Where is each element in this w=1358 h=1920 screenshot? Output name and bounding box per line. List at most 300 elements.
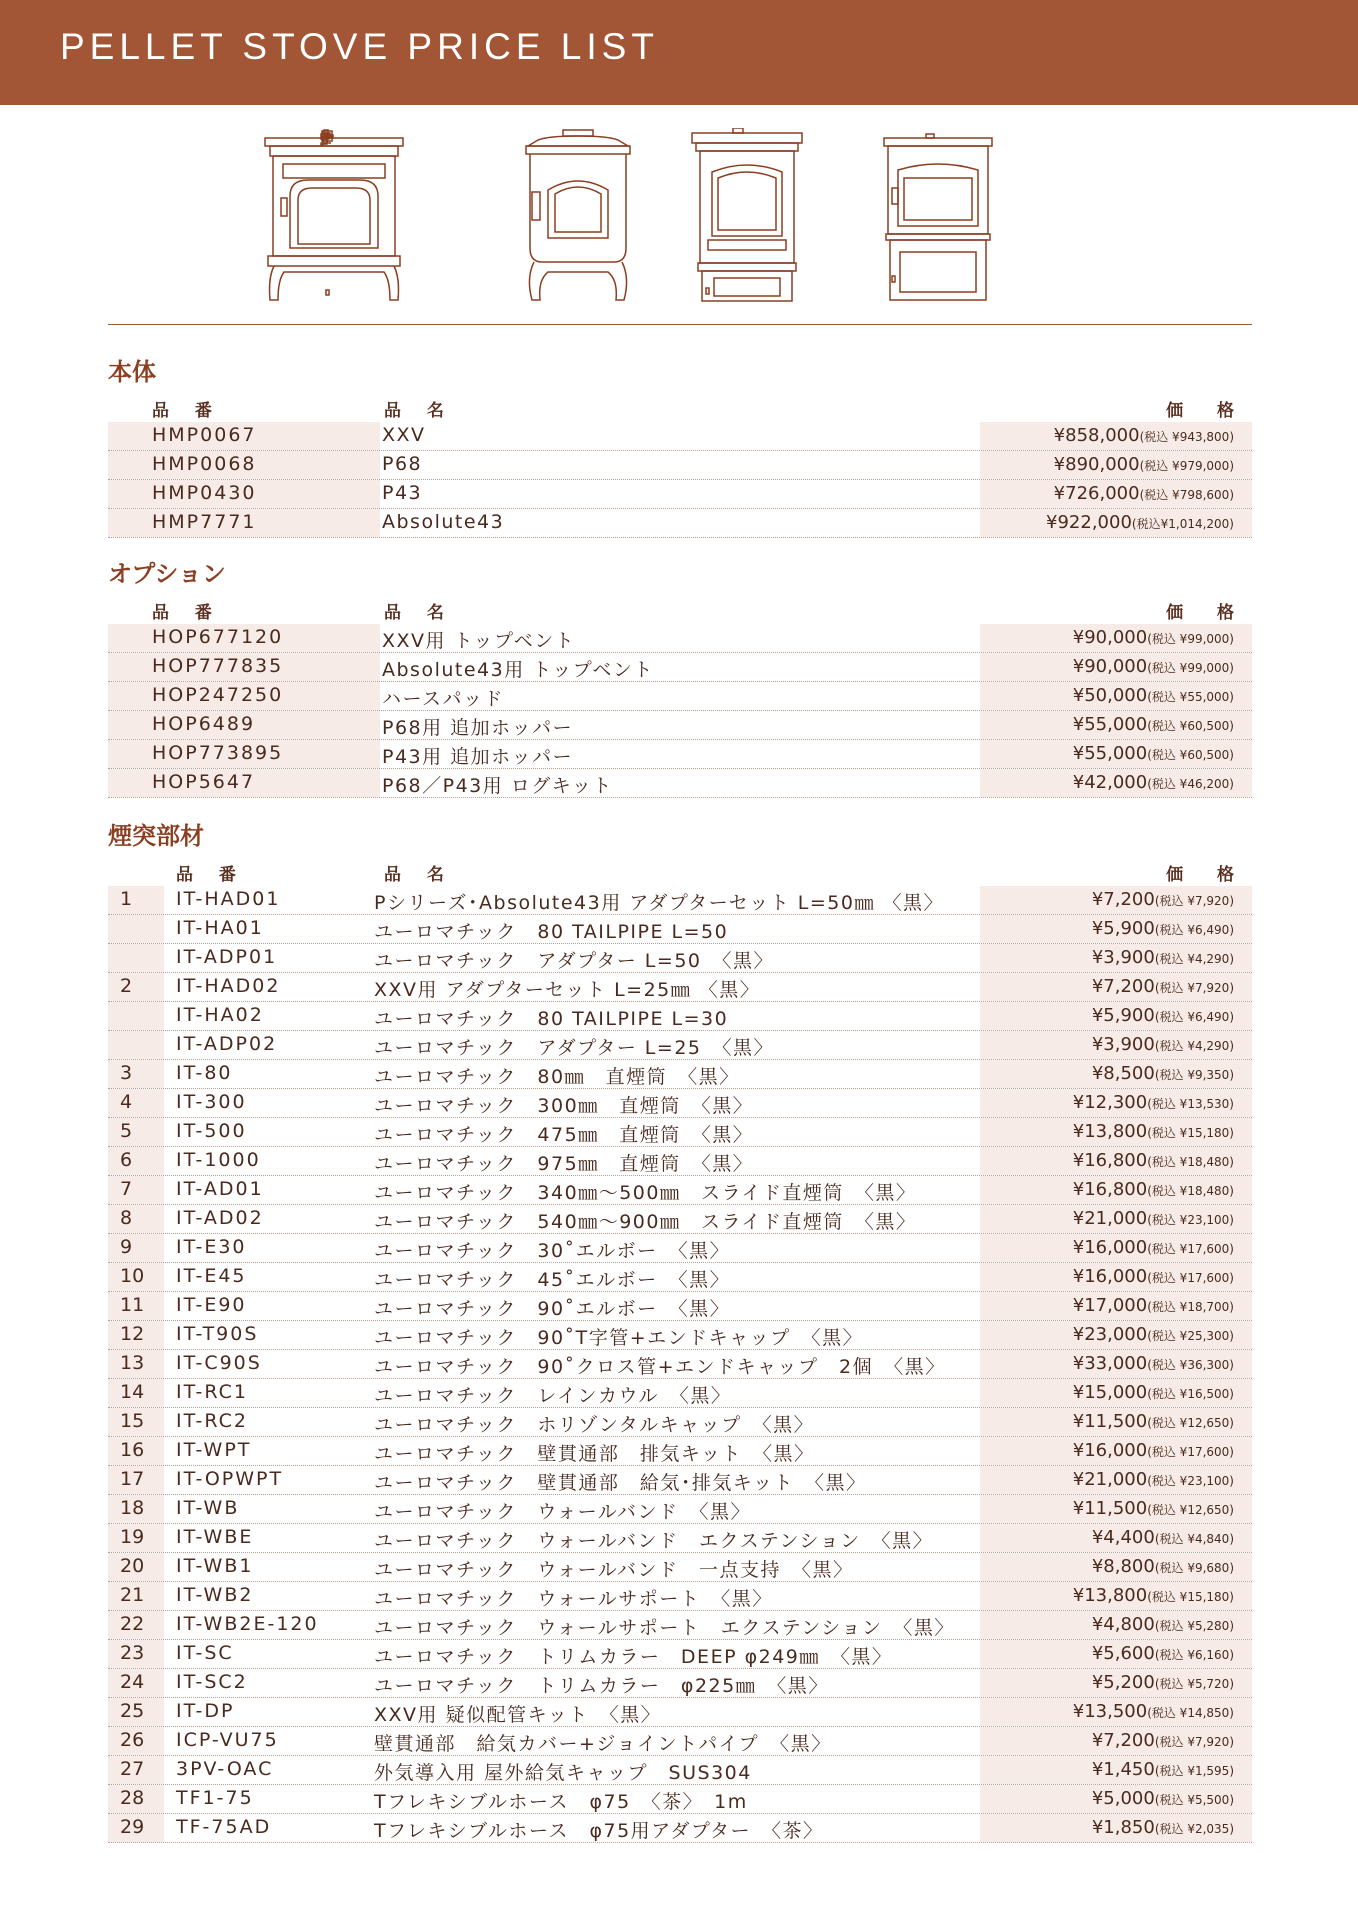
product-price [1073, 714, 1234, 735]
table-row [108, 1002, 1252, 1031]
price-tax-included: (税込¥1,014,200) [1131, 517, 1234, 531]
product-price [1073, 1585, 1234, 1606]
table-row [108, 1263, 1252, 1292]
product-price [1073, 627, 1234, 648]
product-code: IT-AD01 [176, 1178, 264, 1200]
price-tax-included: (税込 ¥4,290) [1154, 952, 1234, 966]
product-price [1073, 1353, 1234, 1374]
product-code: IT-WB [176, 1497, 240, 1519]
row-number: 22 [120, 1613, 145, 1635]
product-price [1092, 1063, 1234, 1084]
product-name: ユーロマチック ホリゾンタルキャップ 〈黒〉 [374, 1414, 815, 1436]
product-name: ユーロマチック レインカウル 〈黒〉 [374, 1385, 732, 1407]
chimney-part-rows [108, 886, 1252, 1843]
price-tax-included: (税込 ¥4,840) [1154, 1532, 1234, 1546]
product-name: 外気導入用 屋外給気キャップ SUS304 [374, 1762, 752, 1784]
price-value: ¥11,500 [1072, 1411, 1148, 1432]
product-code: HMP0430 [152, 482, 257, 504]
price-tax-included: (税込 ¥99,000) [1147, 661, 1234, 675]
row-code-background [108, 1176, 164, 1204]
row-number: 24 [120, 1671, 145, 1693]
row-number: 17 [120, 1468, 145, 1490]
product-name: ユーロマチック ウォールバンド 〈黒〉 [374, 1501, 751, 1523]
product-name: ハースパッド [382, 688, 505, 710]
product-name: Absolute43用 トップベント [382, 659, 654, 681]
product-name: ユーロマチック 90˚エルボー 〈黒〉 [374, 1298, 731, 1320]
price-value: ¥12,300 [1072, 1092, 1148, 1113]
price-value: ¥17,000 [1072, 1295, 1148, 1316]
price-value: ¥55,000 [1072, 743, 1148, 764]
section-main-body [108, 352, 1252, 542]
row-code-background [108, 1118, 164, 1146]
price-tax-included: (税込 ¥55,000) [1147, 690, 1234, 704]
product-price [1046, 512, 1234, 533]
price-tax-included: (税込 ¥23,100) [1147, 1213, 1234, 1227]
price-tax-included: (税込 ¥979,000) [1139, 459, 1234, 473]
row-code-background [108, 944, 164, 972]
price-value: ¥4,400 [1091, 1527, 1155, 1548]
product-price [1092, 1034, 1234, 1055]
price-tax-included: (税込 ¥7,920) [1154, 1735, 1234, 1749]
product-name: ユーロマチック 975㎜ 直煙筒 〈黒〉 [374, 1153, 754, 1175]
price-tax-included: (税込 ¥23,100) [1147, 1474, 1234, 1488]
table-row [108, 1466, 1252, 1495]
row-number: 2 [120, 975, 133, 997]
product-price [1092, 1556, 1234, 1577]
row-number: 4 [120, 1091, 133, 1113]
table-row [108, 1524, 1252, 1553]
product-price [1073, 1498, 1234, 1519]
product-code: IT-WPT [176, 1439, 252, 1461]
product-code: 3PV-OAC [176, 1758, 274, 1780]
product-name: ユーロマチック 30˚エルボー 〈黒〉 [374, 1240, 731, 1262]
price-tax-included: (税込 ¥5,500) [1154, 1793, 1234, 1807]
product-code: IT-SC2 [176, 1671, 248, 1693]
price-tax-included: (税込 ¥6,490) [1154, 1010, 1234, 1024]
product-price [1073, 1237, 1234, 1258]
column-code: 品 番 [152, 603, 222, 623]
product-name: ユーロマチック 80㎜ 直煙筒 〈黒〉 [374, 1066, 740, 1088]
product-price [1092, 1730, 1234, 1751]
table-row [108, 1495, 1252, 1524]
table-row [108, 1437, 1252, 1466]
product-code: IT-E30 [176, 1236, 247, 1258]
price-tax-included: (税込 ¥12,650) [1147, 1503, 1234, 1517]
row-code-background [108, 973, 164, 1001]
table-row [108, 1582, 1252, 1611]
product-code: IT-1000 [176, 1149, 261, 1171]
product-price [1092, 1788, 1234, 1809]
row-number: 23 [120, 1642, 145, 1664]
page-title: PELLET STOVE PRICE LIST [60, 26, 659, 67]
product-rows [108, 422, 1252, 538]
product-code: HOP5647 [152, 771, 256, 793]
section-title: オプション [108, 560, 226, 588]
price-value: ¥90,000 [1072, 656, 1148, 677]
table-row [108, 1089, 1252, 1118]
row-number: 29 [120, 1816, 145, 1838]
price-value: ¥50,000 [1072, 685, 1148, 706]
price-value: ¥90,000 [1072, 627, 1148, 648]
price-tax-included: (税込 ¥798,600) [1139, 488, 1234, 502]
product-name: P68／P43用 ログキット [382, 775, 613, 797]
product-code: IT-RC1 [176, 1381, 248, 1403]
column-name: 品 名 [384, 603, 454, 623]
price-value: ¥3,900 [1091, 1034, 1155, 1055]
table-row [108, 624, 1252, 653]
table-row [108, 1727, 1252, 1756]
product-price [1092, 1817, 1234, 1838]
price-value: ¥13,500 [1072, 1701, 1148, 1722]
row-code-background [108, 1089, 164, 1117]
product-code: IT-DP [176, 1700, 235, 1722]
column-code: 品 番 [152, 401, 222, 421]
product-price [1073, 772, 1234, 793]
product-name: ユーロマチック 45˚エルボー 〈黒〉 [374, 1269, 731, 1291]
price-value: ¥726,000 [1053, 483, 1140, 504]
price-tax-included: (税込 ¥17,600) [1147, 1271, 1234, 1285]
product-name: XXV用 トップベント [382, 630, 576, 652]
row-number: 13 [120, 1352, 145, 1374]
product-price [1073, 1295, 1234, 1316]
product-code: HOP6489 [152, 713, 256, 735]
table-row [108, 1205, 1252, 1234]
table-row [108, 1553, 1252, 1582]
table-row [108, 769, 1252, 798]
table-row [108, 1031, 1252, 1060]
product-price [1073, 1266, 1234, 1287]
row-number: 26 [120, 1729, 145, 1751]
product-price [1073, 1092, 1234, 1113]
row-number: 1 [120, 888, 133, 910]
table-row [108, 973, 1252, 1002]
row-number: 16 [120, 1439, 145, 1461]
product-price [1073, 1121, 1234, 1142]
price-tax-included: (税込 ¥18,480) [1147, 1155, 1234, 1169]
price-value: ¥13,800 [1072, 1121, 1148, 1142]
section-title: 本体 [108, 358, 156, 386]
product-name: Tフレキシブルホース φ75用アダプター 〈茶〉 [374, 1820, 824, 1842]
row-number: 11 [120, 1294, 145, 1316]
product-code: IT-ADP01 [176, 946, 278, 968]
column-name: 品 名 [384, 401, 454, 421]
product-code: IT-ADP02 [176, 1033, 278, 1055]
price-tax-included: (税込 ¥99,000) [1147, 632, 1234, 646]
product-name: ユーロマチック 475㎜ 直煙筒 〈黒〉 [374, 1124, 754, 1146]
product-price [1073, 656, 1234, 677]
row-number: 15 [120, 1410, 145, 1432]
price-value: ¥16,800 [1072, 1150, 1148, 1171]
table-row [108, 653, 1252, 682]
price-value: ¥5,900 [1091, 1005, 1155, 1026]
product-price [1073, 1701, 1234, 1722]
product-price [1092, 889, 1234, 910]
product-code: HMP7771 [152, 511, 257, 533]
product-price [1073, 1150, 1234, 1171]
product-code: IT-C90S [176, 1352, 262, 1374]
product-name: ユーロマチック ウォールサポート 〈黒〉 [374, 1588, 773, 1610]
price-value: ¥11,500 [1072, 1498, 1148, 1519]
table-row [108, 1611, 1252, 1640]
row-number: 20 [120, 1555, 145, 1577]
product-name: P43用 追加ホッパー [382, 746, 574, 768]
product-name: XXV [382, 424, 426, 446]
product-price [1073, 1440, 1234, 1461]
price-tax-included: (税込 ¥1,595) [1154, 1764, 1234, 1778]
table-row [108, 1350, 1252, 1379]
price-tax-included: (税込 ¥25,300) [1147, 1329, 1234, 1343]
price-tax-included: (税込 ¥17,600) [1147, 1242, 1234, 1256]
price-tax-included: (税込 ¥16,500) [1147, 1387, 1234, 1401]
price-tax-included: (税込 ¥60,500) [1147, 719, 1234, 733]
stove-illustrations [108, 128, 1252, 328]
price-value: ¥890,000 [1053, 454, 1140, 475]
product-name: ユーロマチック 壁貫通部 排気キット 〈黒〉 [374, 1443, 815, 1465]
price-value: ¥55,000 [1072, 714, 1148, 735]
product-price [1092, 1643, 1234, 1664]
product-price [1073, 1469, 1234, 1490]
row-code-background [108, 915, 164, 943]
price-tax-included: (税込 ¥15,180) [1147, 1126, 1234, 1140]
table-row [108, 1176, 1252, 1205]
price-tax-included: (税込 ¥5,720) [1154, 1677, 1234, 1691]
product-name: P68用 追加ホッパー [382, 717, 574, 739]
product-name: XXV用 アダプターセット L=25㎜ 〈黒〉 [374, 979, 761, 1001]
product-price [1073, 1382, 1234, 1403]
table-row [108, 682, 1252, 711]
row-number: 5 [120, 1120, 133, 1142]
row-number: 14 [120, 1381, 145, 1403]
price-tax-included: (税込 ¥17,600) [1147, 1445, 1234, 1459]
row-number: 27 [120, 1758, 145, 1780]
row-number: 7 [120, 1178, 133, 1200]
price-value: ¥5,000 [1091, 1788, 1155, 1809]
table-row [108, 740, 1252, 769]
table-row [108, 1118, 1252, 1147]
price-value: ¥16,000 [1072, 1266, 1148, 1287]
price-tax-included: (税込 ¥36,300) [1147, 1358, 1234, 1372]
price-value: ¥1,450 [1091, 1759, 1155, 1780]
product-code: IT-500 [176, 1120, 247, 1142]
price-tax-included: (税込 ¥2,035) [1154, 1822, 1234, 1836]
price-value: ¥21,000 [1072, 1469, 1148, 1490]
table-row [108, 1060, 1252, 1089]
product-name: ユーロマチック 80 TAILPIPE L=50 [374, 921, 729, 943]
product-name: 壁貫通部 給気カバー+ジョイントパイプ 〈黒〉 [374, 1733, 832, 1755]
price-value: ¥4,800 [1091, 1614, 1155, 1635]
product-name: ユーロマチック 壁貫通部 給気･排気キット 〈黒〉 [374, 1472, 867, 1494]
price-value: ¥16,800 [1072, 1179, 1148, 1200]
price-value: ¥8,500 [1091, 1063, 1155, 1084]
table-row [108, 422, 1252, 451]
product-name: ユーロマチック ウォールサポート エクステンション 〈黒〉 [374, 1617, 955, 1639]
product-code: IT-SC [176, 1642, 234, 1664]
product-code: HOP247250 [152, 684, 284, 706]
table-row [108, 1321, 1252, 1350]
product-code: IT-HAD02 [176, 975, 281, 997]
product-name: ユーロマチック アダプター L=25 〈黒〉 [374, 1037, 774, 1059]
product-price [1073, 1324, 1234, 1345]
product-name: Pシリーズ･Absolute43用 アダプターセット L=50㎜ 〈黒〉 [374, 892, 944, 914]
price-tax-included: (税込 ¥9,680) [1154, 1561, 1234, 1575]
product-code: HOP773895 [152, 742, 284, 764]
section-options [108, 554, 1252, 804]
product-price [1092, 947, 1234, 968]
price-tax-included: (税込 ¥18,480) [1147, 1184, 1234, 1198]
price-value: ¥1,850 [1091, 1817, 1155, 1838]
price-value: ¥33,000 [1072, 1353, 1148, 1374]
product-code: HOP777835 [152, 655, 284, 677]
product-price [1073, 685, 1234, 706]
product-code: IT-300 [176, 1091, 247, 1113]
row-number: 8 [120, 1207, 133, 1229]
page-header [0, 0, 1358, 105]
product-name: Tフレキシブルホース φ75 〈茶〉 1m [374, 1791, 748, 1813]
product-name: ユーロマチック 300㎜ 直煙筒 〈黒〉 [374, 1095, 754, 1117]
product-code: IT-WBE [176, 1526, 254, 1548]
table-row [108, 1698, 1252, 1727]
table-row [108, 1379, 1252, 1408]
table-row [108, 509, 1252, 538]
row-number: 21 [120, 1584, 145, 1606]
column-code: 品 番 [176, 865, 246, 885]
row-code-background [108, 1205, 164, 1233]
price-value: ¥16,000 [1072, 1440, 1148, 1461]
product-name: ユーロマチック ウォールバンド 一点支持 〈黒〉 [374, 1559, 854, 1581]
product-code: IT-WB1 [176, 1555, 254, 1577]
product-price [1092, 1759, 1234, 1780]
price-value: ¥922,000 [1046, 512, 1132, 533]
product-code: TF1-75 [176, 1787, 254, 1809]
price-value: ¥42,000 [1072, 772, 1148, 793]
product-price [1073, 1208, 1234, 1229]
row-code-background [108, 1002, 164, 1030]
product-code: HMP0067 [152, 424, 257, 446]
product-name: ユーロマチック 340㎜～500㎜ スライド直煙筒 〈黒〉 [374, 1182, 917, 1204]
price-tax-included: (税込 ¥60,500) [1147, 748, 1234, 762]
price-value: ¥5,200 [1091, 1672, 1155, 1693]
product-code: IT-OPWPT [176, 1468, 284, 1490]
product-name: P43 [382, 482, 423, 504]
row-number: 18 [120, 1497, 145, 1519]
product-name: ユーロマチック 90˚T字管+エンドキャップ 〈黒〉 [374, 1327, 864, 1349]
product-price [1073, 1179, 1234, 1200]
product-price [1092, 1672, 1234, 1693]
product-price [1073, 743, 1234, 764]
product-name: ユーロマチック 90˚クロス管+エンドキャップ 2個 〈黒〉 [374, 1356, 946, 1378]
product-code: IT-HA02 [176, 1004, 264, 1026]
table-row [108, 915, 1252, 944]
price-tax-included: (税込 ¥15,180) [1147, 1590, 1234, 1604]
row-number: 6 [120, 1149, 133, 1171]
product-name: ユーロマチック トリムカラー φ225㎜ 〈黒〉 [374, 1675, 829, 1697]
product-code: IT-E90 [176, 1294, 247, 1316]
price-tax-included: (税込 ¥6,490) [1154, 923, 1234, 937]
product-code: IT-RC2 [176, 1410, 248, 1432]
stove-line-drawings [108, 128, 1252, 328]
price-value: ¥23,000 [1072, 1324, 1148, 1345]
price-value: ¥13,800 [1072, 1585, 1148, 1606]
row-number: 10 [120, 1265, 145, 1287]
row-number: 19 [120, 1526, 145, 1548]
product-price [1054, 425, 1234, 446]
price-value: ¥7,200 [1091, 889, 1155, 910]
row-code-background [108, 1031, 164, 1059]
price-tax-included: (税込 ¥12,650) [1147, 1416, 1234, 1430]
product-name: P68 [382, 453, 423, 475]
price-tax-included: (税込 ¥5,280) [1154, 1619, 1234, 1633]
option-rows [108, 624, 1252, 798]
product-name: ユーロマチック アダプター L=50 〈黒〉 [374, 950, 774, 972]
row-code-background [108, 1147, 164, 1175]
table-row [108, 480, 1252, 509]
price-tax-included: (税込 ¥4,290) [1154, 1039, 1234, 1053]
product-name: ユーロマチック 540㎜～900㎜ スライド直煙筒 〈黒〉 [374, 1211, 917, 1233]
product-code: ICP-VU75 [176, 1729, 279, 1751]
product-name: ユーロマチック ウォールバンド エクステンション 〈黒〉 [374, 1530, 934, 1552]
section-title: 煙突部材 [108, 822, 204, 850]
row-number: 12 [120, 1323, 145, 1345]
illustration-baseline [108, 324, 1252, 325]
price-tax-included: (税込 ¥7,920) [1154, 981, 1234, 995]
table-row [108, 1785, 1252, 1814]
column-price: 価 格 [1166, 865, 1248, 885]
price-value: ¥858,000 [1053, 425, 1140, 446]
product-price [1092, 1005, 1234, 1026]
product-name: Absolute43 [382, 511, 505, 533]
row-code-background [108, 1060, 164, 1088]
price-value: ¥7,200 [1091, 1730, 1155, 1751]
table-row [108, 1814, 1252, 1843]
product-code: IT-80 [176, 1062, 233, 1084]
price-value: ¥5,600 [1091, 1643, 1155, 1664]
table-row [108, 1234, 1252, 1263]
price-tax-included: (税込 ¥14,850) [1147, 1706, 1234, 1720]
product-price [1092, 1527, 1234, 1548]
price-tax-included: (税込 ¥6,160) [1154, 1648, 1234, 1662]
row-number: 25 [120, 1700, 145, 1722]
price-tax-included: (税込 ¥18,700) [1147, 1300, 1234, 1314]
product-code: TF-75AD [176, 1816, 272, 1838]
price-value: ¥21,000 [1072, 1208, 1148, 1229]
table-row [108, 944, 1252, 973]
row-code-background [108, 1234, 164, 1262]
product-code: IT-AD02 [176, 1207, 264, 1229]
product-name: XXV用 疑似配管キット 〈黒〉 [374, 1704, 662, 1726]
column-price: 価 格 [1166, 603, 1248, 623]
table-row [108, 711, 1252, 740]
product-code: IT-T90S [176, 1323, 259, 1345]
product-code: IT-HAD01 [176, 888, 281, 910]
row-number: 28 [120, 1787, 145, 1809]
price-value: ¥3,900 [1091, 947, 1155, 968]
table-row [108, 1756, 1252, 1785]
product-code: IT-HA01 [176, 917, 264, 939]
product-name: ユーロマチック 80 TAILPIPE L=30 [374, 1008, 729, 1030]
section-chimney-parts [108, 816, 1252, 1856]
table-row [108, 451, 1252, 480]
product-price [1054, 454, 1234, 475]
price-value: ¥15,000 [1072, 1382, 1148, 1403]
column-name: 品 名 [384, 865, 454, 885]
product-price [1092, 976, 1234, 997]
table-row [108, 1147, 1252, 1176]
product-price [1092, 918, 1234, 939]
product-code: IT-WB2 [176, 1584, 254, 1606]
product-name: ユーロマチック トリムカラー DEEP φ249㎜ 〈黒〉 [374, 1646, 893, 1668]
table-row [108, 1292, 1252, 1321]
table-row [108, 1669, 1252, 1698]
